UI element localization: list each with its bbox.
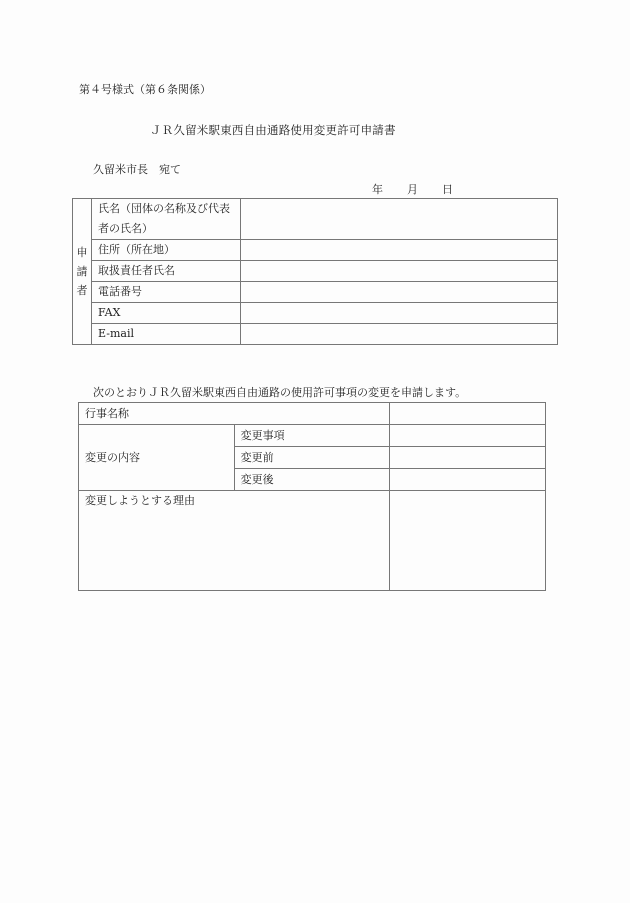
- reason-field[interactable]: [390, 491, 546, 591]
- phone-field[interactable]: [241, 282, 558, 303]
- day-label: 日: [442, 183, 453, 196]
- document-title: ＪＲ久留米駅東西自由通路使用変更許可申請書: [150, 123, 396, 137]
- table-row: [73, 282, 558, 303]
- event-name-field[interactable]: [390, 403, 546, 425]
- manager-name-field[interactable]: [241, 261, 558, 282]
- after-change-field[interactable]: [390, 469, 546, 491]
- table-row: [73, 261, 558, 282]
- email-label: E-mail: [92, 324, 241, 345]
- fax-field[interactable]: [241, 303, 558, 324]
- phone-label: 電話番号: [92, 282, 241, 303]
- table-row: [79, 425, 546, 447]
- change-item-label: 変更事項: [234, 425, 390, 447]
- name-field[interactable]: [241, 199, 558, 240]
- address-field[interactable]: [241, 240, 558, 261]
- table-row: [73, 324, 558, 345]
- table-row: [79, 491, 546, 591]
- name-label: 氏名（団体の名称及び代表者の氏名）: [92, 199, 241, 240]
- manager-name-label: 取扱責任者氏名: [92, 261, 241, 282]
- addressee: 久留米市長 宛て: [93, 163, 181, 176]
- table-row: [73, 240, 558, 261]
- year-label: 年: [372, 183, 383, 196]
- change-item-field[interactable]: [390, 425, 546, 447]
- applicant-table: [72, 198, 558, 345]
- email-field[interactable]: [241, 324, 558, 345]
- before-change-label: 変更前: [234, 447, 390, 469]
- change-table: [78, 402, 546, 591]
- date-line: [372, 181, 453, 197]
- intro-text: 次のとおりＪＲ久留米駅東西自由通路の使用許可事項の変更を申請します。: [93, 386, 467, 399]
- before-change-field[interactable]: [390, 447, 546, 469]
- table-row: [73, 199, 558, 240]
- form-number: 第４号様式（第６条関係）: [79, 83, 211, 96]
- reason-label: 変更しようとする理由: [79, 491, 390, 591]
- fax-label: FAX: [92, 303, 241, 324]
- change-content-label: 変更の内容: [79, 425, 235, 491]
- address-label: 住所（所在地）: [92, 240, 241, 261]
- event-name-label: 行事名称: [79, 403, 390, 425]
- applicant-side-label: 申 請 者: [73, 199, 92, 345]
- table-row: [79, 403, 546, 425]
- after-change-label: 変更後: [234, 469, 390, 491]
- table-row: [73, 303, 558, 324]
- month-label: 月: [407, 183, 418, 196]
